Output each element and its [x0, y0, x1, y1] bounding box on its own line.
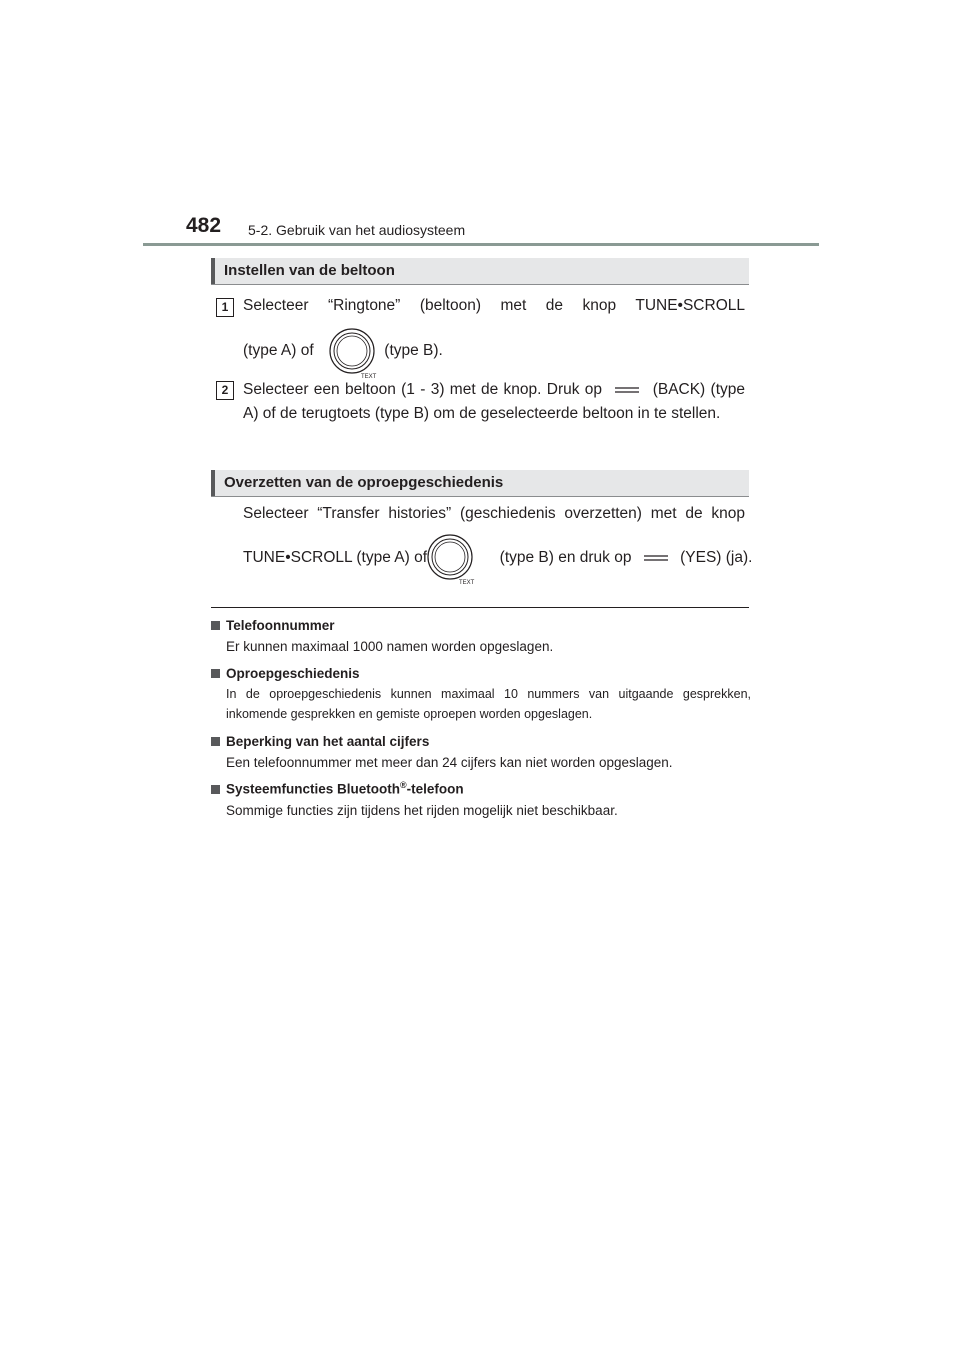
step-number-2: 2 [216, 381, 234, 400]
back-button-icon [613, 385, 641, 395]
step1-text-pre: (type A) of [243, 342, 314, 359]
note-phone-number: Telefoonnummer Er kunnen maximaal 1000 namen worden opgeslagen. [211, 618, 751, 654]
step2-text: Selecteer een beltoon (1 - 3) met de knop. Druk op (BACK) (type A) of de terugtoets (type B) om de geselecteerde beltoon in te stellen. [243, 381, 745, 422]
tune-knob-icon [327, 326, 381, 380]
yes-button-icon [642, 553, 670, 563]
section-heading-history [211, 470, 749, 497]
section-heading-ringtone [211, 258, 749, 285]
tune-knob-icon [425, 532, 479, 586]
step1-line1: Selecteer “Ringtone” (beltoon) met de knop TUNE•SCROLL [243, 297, 745, 314]
knob-label: TEXT [361, 374, 377, 380]
bullet-square-icon [211, 737, 220, 746]
bullet-square-icon [211, 669, 220, 678]
notes-divider [211, 607, 749, 608]
bullet-square-icon [211, 785, 220, 794]
step1-text-post: (type B). [384, 342, 443, 359]
step-number-1: 1 [216, 298, 234, 317]
chapter-title: 5-2. Gebruik van het audiosysteem [248, 222, 466, 238]
section2-line1: Selecteer “Transfer histories” (geschiedenis overzetten) met de knop [243, 505, 745, 522]
section-title: Instellen van de beltoon [224, 262, 395, 279]
knob-label: TEXT [459, 580, 475, 586]
page-number: 482 [186, 214, 222, 237]
note-digit-limit: Beperking van het aantal cijfers Een telefoonnummer met meer dan 24 cijfers kan niet worden opgeslagen. [211, 734, 751, 770]
note-bluetooth-functions: Systeemfuncties Bluetooth®-telefoon Sommige functies zijn tijdens het rijden mogelijk niet beschikbaar. [211, 780, 751, 818]
section-title: Overzetten van de oproepgeschiedenis [224, 474, 504, 491]
note-call-history: Oproepgeschiedenis In de oproepgeschiedenis kunnen maximaal 10 nummers van uitgaande gesprekken, inkomende gesprekken en gemiste oproepen worden opgeslagen. [211, 666, 751, 724]
header-divider [143, 243, 819, 246]
bullet-square-icon [211, 621, 220, 630]
section2-line2: TUNE•SCROLL (type A) of (type B) en druk op (YES) (ja). [243, 549, 753, 566]
step1-line2 [243, 342, 745, 360]
